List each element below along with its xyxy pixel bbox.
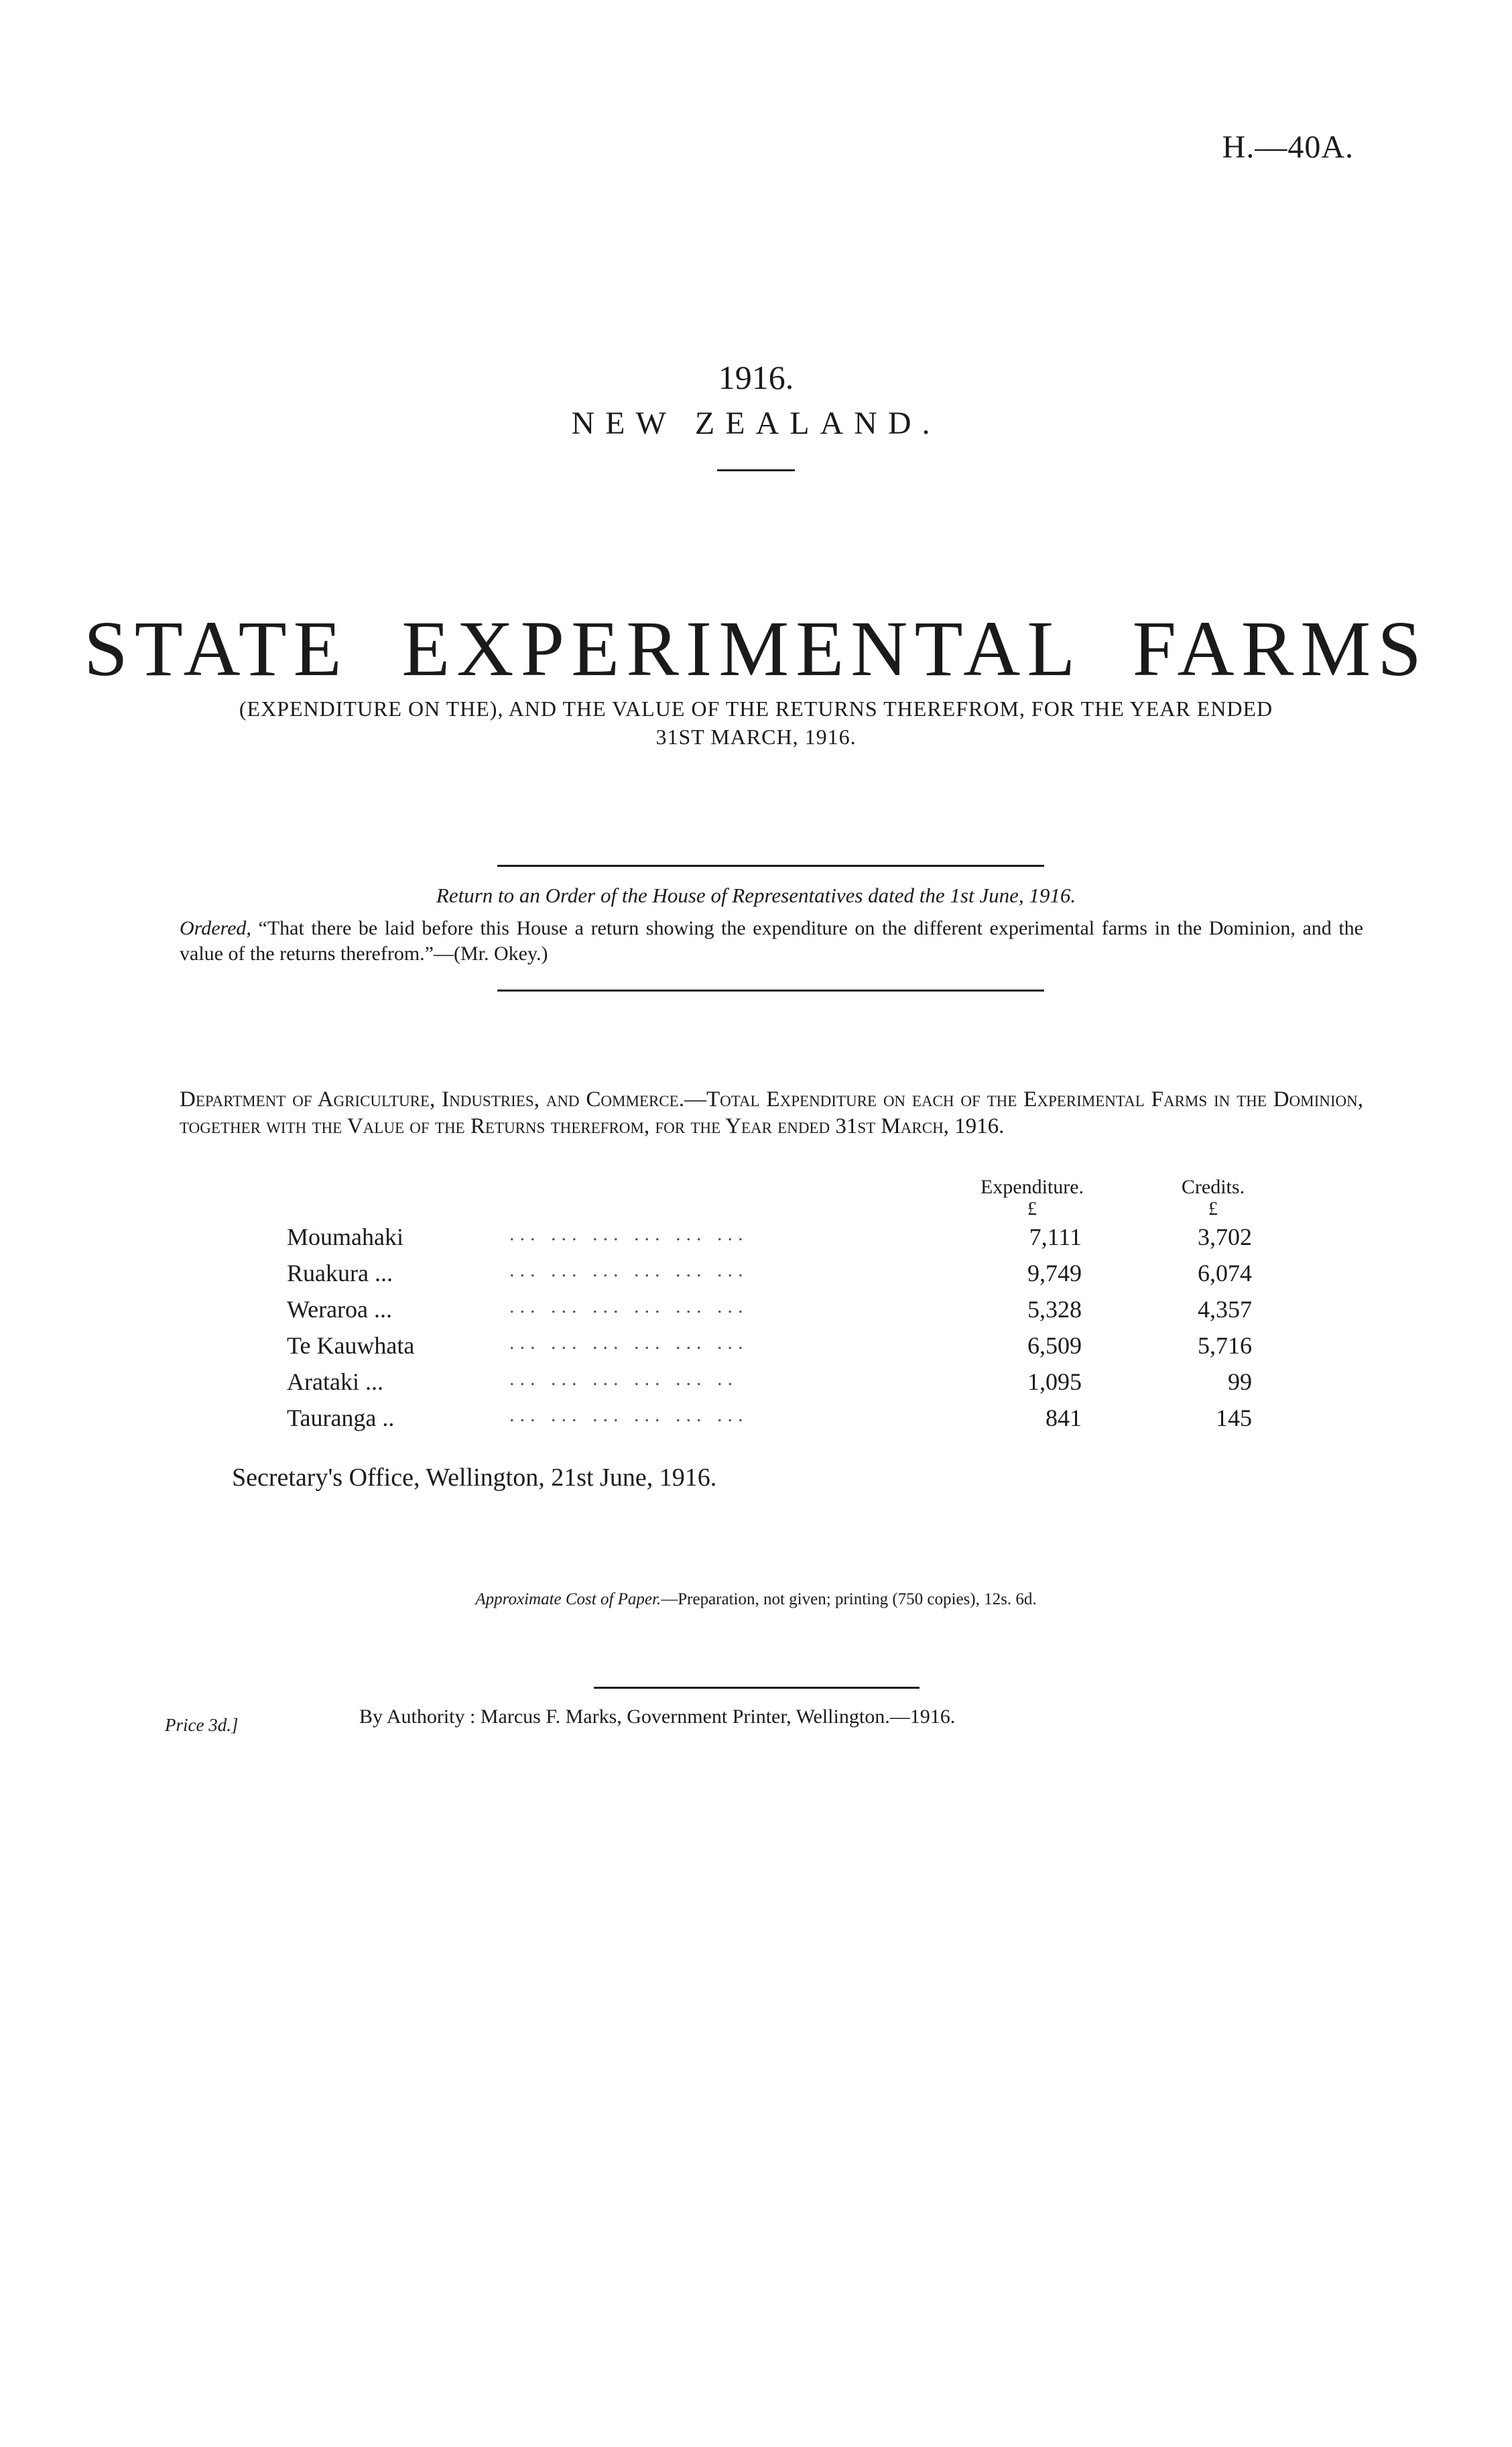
farm-name: Ruakura ... bbox=[287, 1260, 393, 1287]
ordered-text: “That there be laid before this House a return showing the expenditure on the different experimental farms in the Dominion, and the value of the returns therefrom.”—(Mr. Okey.) bbox=[180, 917, 1364, 965]
return-order-line: Return to an Order of the House of Representatives dated the 1st June, 1916. bbox=[436, 884, 1076, 907]
dot-leader: ... ... ... ... ... .. bbox=[509, 1368, 738, 1390]
credits-value: 5,716 bbox=[1198, 1332, 1252, 1359]
divider bbox=[717, 469, 795, 471]
expenditure-value: 1,095 bbox=[1027, 1368, 1082, 1395]
expenditure-value: 841 bbox=[1046, 1405, 1082, 1431]
farm-name: Tauranga .. bbox=[287, 1405, 395, 1431]
dot-leader: ... ... ... ... ... ... bbox=[509, 1259, 749, 1281]
printer-authority-line: By Authority : Marcus F. Marks, Government Printer, Wellington.—1916. bbox=[359, 1706, 956, 1728]
expenditure-value: 6,509 bbox=[1027, 1332, 1082, 1359]
country-name: NEW ZEALAND. bbox=[571, 406, 941, 441]
farm-name: Arataki ... bbox=[287, 1368, 383, 1395]
divider bbox=[594, 1687, 920, 1689]
dot-leader: ... ... ... ... ... ... bbox=[509, 1404, 749, 1426]
unit-expenditure: £ bbox=[1027, 1199, 1037, 1219]
secretary-signature-line: Secretary's Office, Wellington, 21st June, 1916. bbox=[232, 1464, 717, 1492]
document-subtitle: (EXPENDITURE ON THE), AND THE VALUE OF THE RETURNS THEREFROM, FOR THE YEAR ENDED 31ST MARCH, 1916. bbox=[239, 697, 1273, 749]
table-row bbox=[0, 1223, 1512, 1258]
dot-leader: ... ... ... ... ... ... bbox=[509, 1223, 749, 1245]
credits-value: 99 bbox=[1228, 1368, 1252, 1395]
column-header-expenditure: Expenditure. bbox=[980, 1176, 1084, 1198]
credits-value: 6,074 bbox=[1198, 1260, 1252, 1287]
credits-value: 4,357 bbox=[1198, 1296, 1252, 1323]
divider bbox=[497, 865, 1044, 867]
farm-name: Te Kauwhata bbox=[287, 1332, 415, 1359]
document-title: STATE EXPERIMENTAL FARMS bbox=[84, 605, 1428, 693]
paper-code: H.—40A. bbox=[1222, 129, 1354, 165]
ordered-label: Ordered, bbox=[180, 917, 251, 939]
dot-leader: ... ... ... ... ... ... bbox=[509, 1295, 749, 1317]
table-row bbox=[0, 1295, 1512, 1330]
cost-text: —Preparation, not given; printing (750 copies), 12s. 6d. bbox=[661, 1590, 1037, 1608]
table-row bbox=[0, 1259, 1512, 1294]
dot-leader: ... ... ... ... ... ... bbox=[509, 1331, 749, 1354]
table-row bbox=[0, 1368, 1512, 1402]
publication-year: 1916. bbox=[718, 359, 794, 396]
cost-of-paper-line bbox=[0, 1590, 1512, 1609]
expenditure-value: 5,328 bbox=[1027, 1296, 1082, 1323]
credits-value: 145 bbox=[1216, 1405, 1252, 1431]
table-row bbox=[0, 1404, 1512, 1439]
expenditure-value: 7,111 bbox=[1029, 1224, 1082, 1250]
price-label: Price 3d.] bbox=[165, 1715, 239, 1735]
credits-value: 3,702 bbox=[1198, 1224, 1252, 1250]
divider bbox=[497, 990, 1044, 992]
column-header-credits: Credits. bbox=[1181, 1176, 1245, 1198]
farm-name: Moumahaki bbox=[287, 1224, 403, 1250]
order-text bbox=[180, 916, 1363, 967]
table-row bbox=[0, 1331, 1512, 1366]
farm-name: Weraroa ... bbox=[287, 1296, 393, 1323]
unit-credits: £ bbox=[1208, 1199, 1218, 1219]
expenditure-value: 9,749 bbox=[1027, 1260, 1082, 1287]
table-heading: Department of Agriculture, Industries, and Commerce.—Total Expenditure on each of the Experimental Farms in the Dominion, together with the Value of the Returns therefrom, for the Year ended 31st March, 1916. bbox=[180, 1087, 1363, 1138]
cost-label: Approximate Cost of Paper. bbox=[475, 1590, 662, 1608]
